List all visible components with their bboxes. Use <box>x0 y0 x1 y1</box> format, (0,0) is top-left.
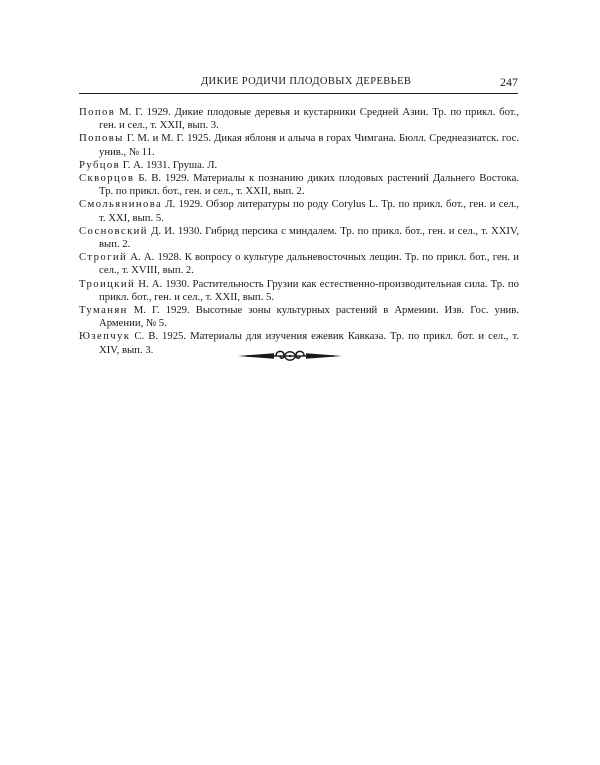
header-rule <box>79 93 518 94</box>
reference-entry <box>79 132 519 158</box>
page-number: 247 <box>500 75 518 89</box>
reference-text: Г. А. 1931. Груша. Л. <box>120 158 218 171</box>
reference-text: Н. А. 1930. Растительность Грузии как естественно-производительная сила. Тр. по прикл. бот., ген. и сел., т. XXII, вып. 5. <box>99 277 519 303</box>
reference-author: Скворцов <box>79 172 135 185</box>
reference-author: Попов <box>79 106 116 118</box>
reference-author: Юзепчук <box>79 330 131 343</box>
reference-entry <box>79 304 519 330</box>
reference-text: М. Г. 1929. Высотные зоны культурных растений в Армении. Изв. Гос. унив. Армении, № 5. <box>99 304 519 330</box>
reference-entry <box>79 172 519 198</box>
reference-author: Смольянинова <box>79 198 163 211</box>
reference-list <box>79 106 519 357</box>
reference-author: Сосновский <box>79 224 148 237</box>
reference-entry <box>79 106 519 132</box>
reference-author: Поповы <box>79 132 124 145</box>
reference-author: Рубцов <box>79 158 121 171</box>
ornament-divider <box>238 347 342 365</box>
reference-entry <box>79 198 519 224</box>
running-header <box>79 73 518 93</box>
reference-entry <box>79 159 519 172</box>
reference-text: А. А. 1928. К вопросу о культуре дальневосточных лещин. Тр. по прикл. бот., ген. и сел., т. XVIII, вып. 2. <box>99 251 519 277</box>
reference-text: Л. 1929. Обзор литературы по роду Corylus L. Тр. по прикл. бот., ген. и сел., т. XXI, вып. 5. <box>99 198 519 224</box>
reference-entry <box>79 278 519 304</box>
reference-text: С. В. 1925. Материалы для изучения ежевик Кавказа. Тр. по прикл. бот. и сел., т. XIV, вып. 3. <box>99 330 519 356</box>
reference-text: Г. М. и М. Г. 1925. Дикая яблоня и алыча в горах Чимгана. Бюлл. Среднеазиатск. гос. унив., № 11. <box>99 132 519 158</box>
reference-entry <box>79 251 519 277</box>
reference-entry <box>79 225 519 251</box>
reference-text: Д. И. 1930. Гибрид персика с миндалем. Тр. по прикл. бот., ген. и сел., т. XXIV, вып. 2. <box>99 224 519 251</box>
reference-author: Строгий <box>79 251 128 264</box>
reference-author: Троицкий <box>79 277 136 290</box>
running-title: ДИКИЕ РОДИЧИ ПЛОДОВЫХ ДЕРЕВЬЕВ <box>201 76 412 87</box>
reference-author: Туманян <box>79 304 128 317</box>
reference-text: М. Г. 1929. Дикие плодовые деревья и кустарники Средней Азии. Тр. по прикл. бот., ген. и сел., т. XXII, вып. 3. <box>99 106 519 132</box>
reference-text: Б. В. 1929. Материалы к познанию диких плодовых растений Дальнего Востока. Тр. по прикл. бот., ген. и сел., т. XXII, вып. 2. <box>99 172 519 198</box>
